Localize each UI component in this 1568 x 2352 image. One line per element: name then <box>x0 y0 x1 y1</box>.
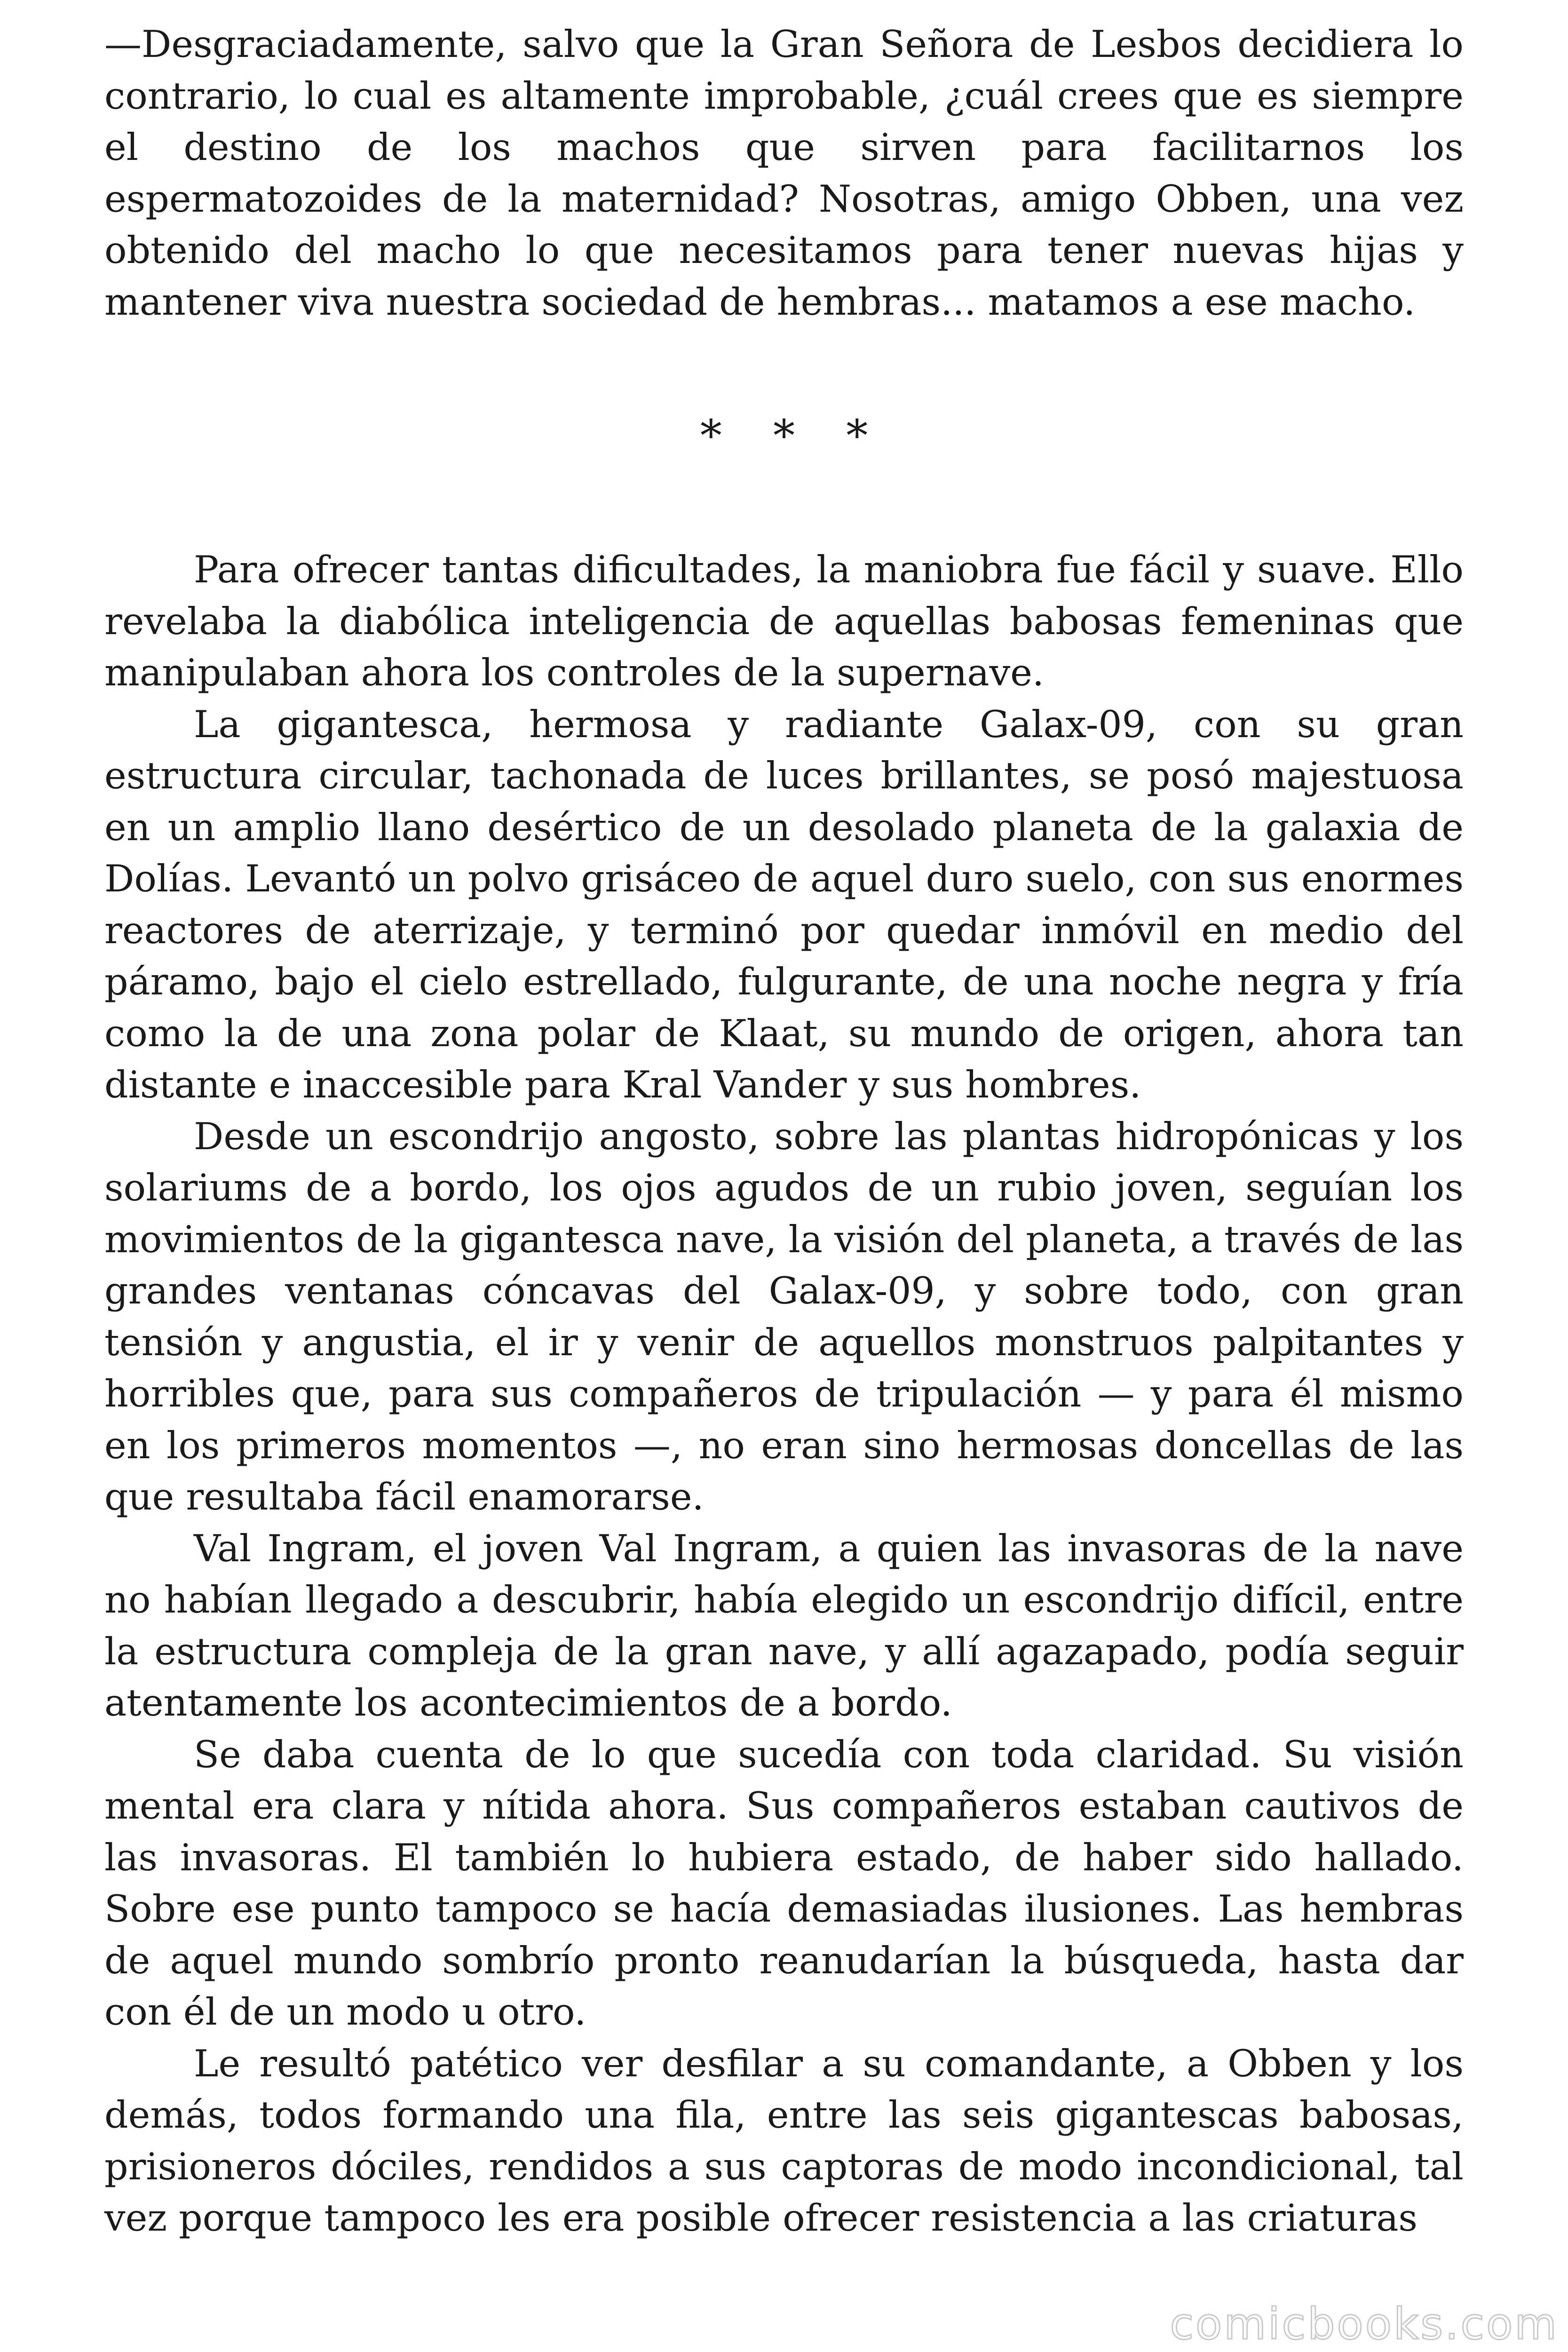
paragraph-dialogue: —Desgraciadamente, salvo que la Gran Señora de Lesbos decidiera lo contrario, lo cual es altamente improbable, ¿cuál crees que es siempre el destino de los machos que sirven para facilitarnos los espermatozoides de la maternidad? Nosotras, amigo Obben, una vez obtenido del macho lo que necesitamos para tener nuevas hijas y mantener viva nuestra sociedad de hembras... matamos a ese macho. <box>104 23 1464 324</box>
paragraph: Se daba cuenta de lo que sucedía con toda claridad. Su visión mental era clara y nítida ahora. Sus compañeros estaban cautivos de las invasoras. El también lo hubiera estado, de haber sido hallado. Sobre ese punto tampoco se hacía demasiadas ilusiones. Las hembras de aquel mundo sombrío pronto reanudarían la búsqueda, hasta dar con él de un modo u otro. <box>104 1732 1464 2034</box>
paragraph: Para ofrecer tantas dificultades, la maniobra fue fácil y suave. Ello revelaba la diabólica inteligencia de aquellas babosas femeninas que manipulaban ahora los controles de la supernave. <box>104 548 1464 694</box>
paragraph: Desde un escondrijo angosto, sobre las plantas hidropónicas y los solariums de a bordo, los ojos agudos de un rubio joven, seguían los movimientos de la gigantesca nave, la visión del planeta, a través de las grandes ventanas cóncavas del Galax-09, y sobre todo, con gran tensión y angustia, el ir y venir de aquellos monstruos palpitantes y horribles que, para sus compañeros de tripulación — y para él mismo en los primeros momentos —, no eran sino hermosas doncellas de las que resultaba fácil enamorarse. <box>104 1114 1464 1518</box>
paragraph: Val Ingram, el joven Val Ingram, a quien las invasoras de la nave no habían llegado a descubrir, había elegido un escondrijo difícil, entre la estructura compleja de la gran nave, y allí agazapado, podía seguir atentamente los acontecimientos de a bordo. <box>104 1526 1464 1724</box>
site-watermark: comicbooks.com <box>1170 2299 1559 2349</box>
paragraph: La gigantesca, hermosa y radiante Galax-09, con su gran estructura circular, tachonada de luces brillantes, se posó majestuosa en un amplio llano desértico de un desolado planeta de la galaxia de Dolías. Levantó un polvo grisáceo de aquel duro suelo, con sus enormes reactores de aterrizaje, y terminó por quedar inmóvil en medio del páramo, bajo el cielo estrellado, fulgurante, de una noche negra y fría como la de una zona polar de Klaat, su mundo de origen, ahora tan distante e inaccesible para Kral Vander y sus hombres. <box>104 702 1464 1106</box>
paragraph: Le resultó patético ver desfilar a su comandante, a Obben y los demás, todos formando una fila, entre las seis gigantescas babosas, prisioneros dóciles, rendidos a sus captoras de modo incondicional, tal vez porque tampoco les era posible ofrecer resistencia a las criaturas <box>104 2042 1464 2240</box>
section-separator: * * * <box>700 411 887 461</box>
book-page <box>104 19 1464 2244</box>
